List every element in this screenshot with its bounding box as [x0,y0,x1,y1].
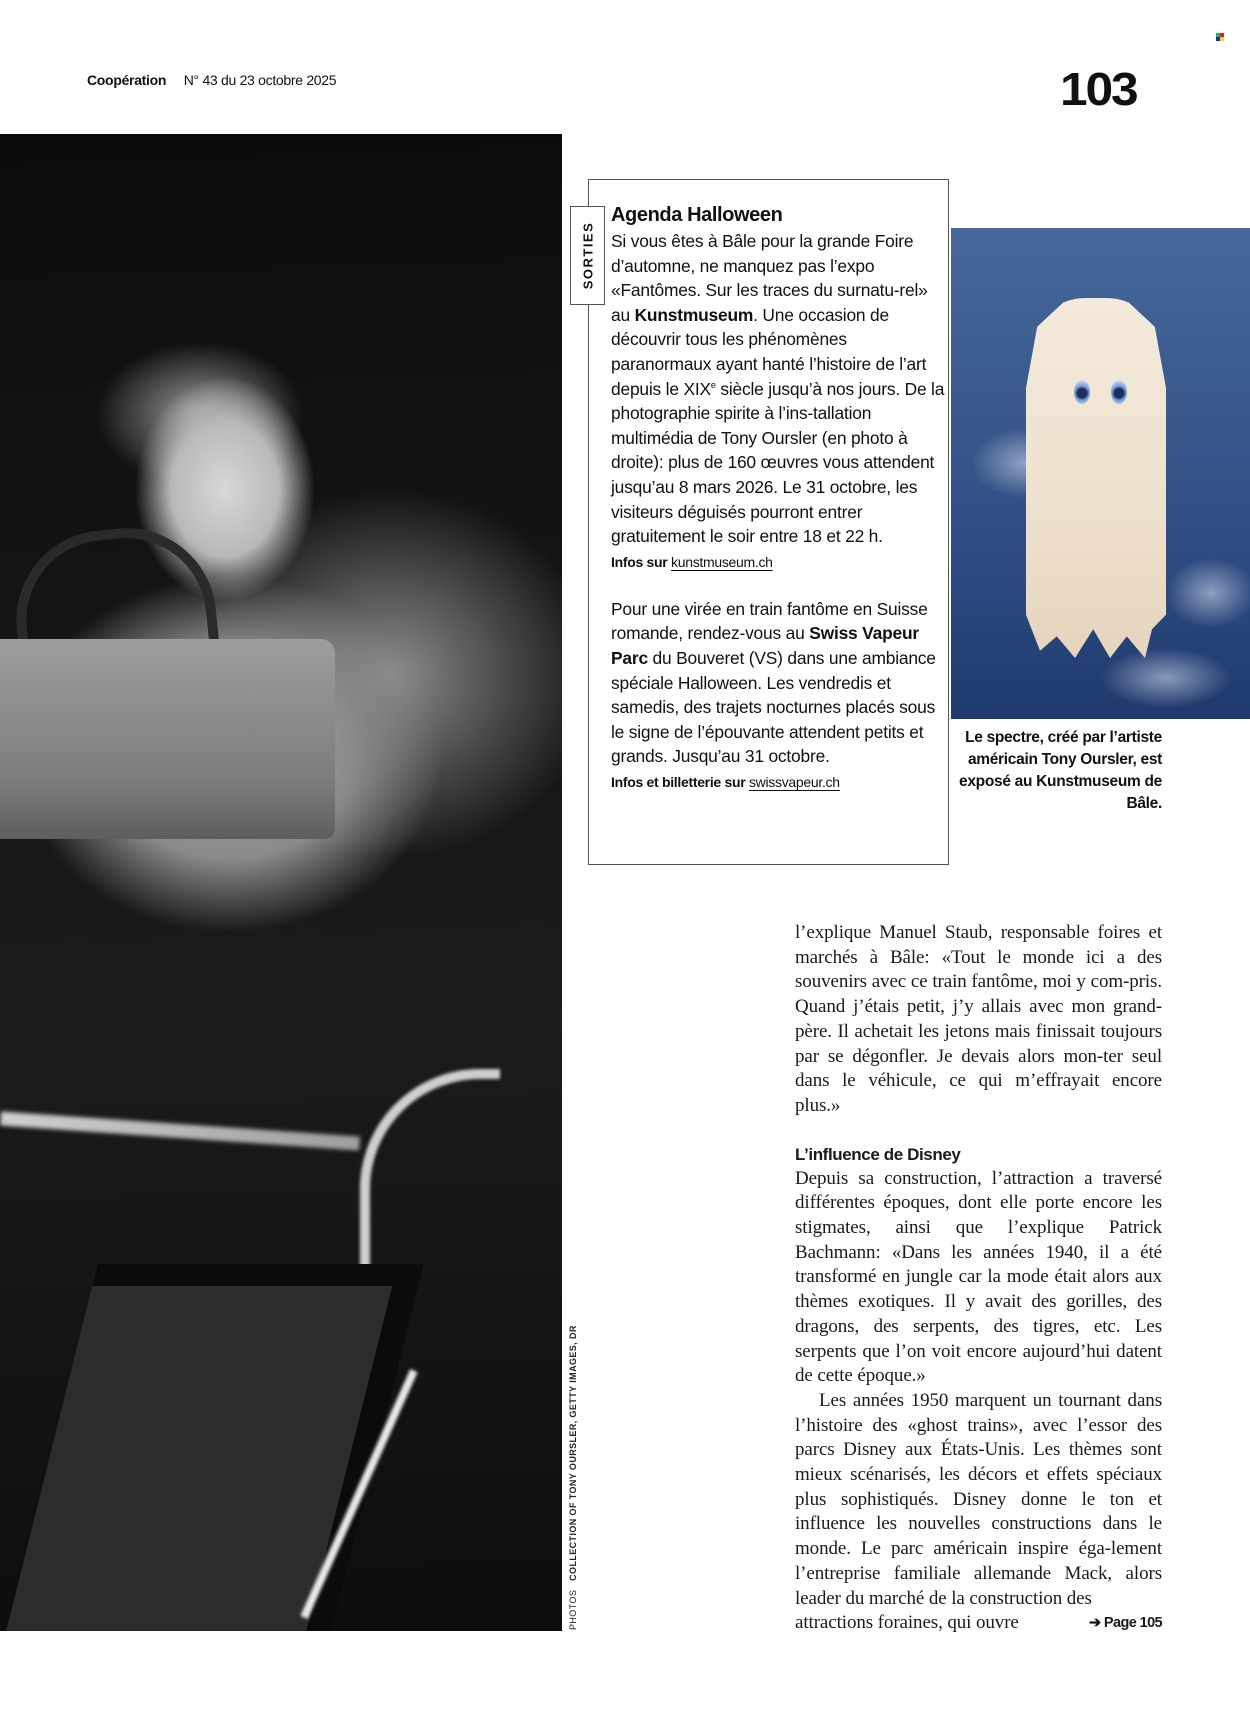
photo-credit-sources: COLLECTION OF TONY OURSLER, GETTY IMAGES, DR [568,1325,578,1581]
photo-mist [1166,558,1250,628]
info-line-kunstmuseum [611,551,946,573]
magazine-name: Coopération [87,72,167,88]
photo-seat-rail [0,1111,360,1150]
article-paragraph: Depuis sa construction, l’attraction a traversé différentes époques, dont elle porte encore les stigmates, ainsi que l’explique Patrick Bachmann: «Dans les années 1940, il a été transformé en jungle car la mode était alors aux thèmes exotiques. Il y avait des gorilles, des dragons, des serpents, des tigres, etc. Les serpents que l’on voit encore aujourd’hui datent de cette époque.» [795,1167,1162,1387]
page-number: 103 [1060,63,1137,115]
info-lead: Infos et billetterie sur [611,773,746,790]
info-line-swiss-vapeur [611,771,946,793]
article-last-line [795,1611,1162,1636]
photo-credit-label: PHOTOS [568,1589,578,1630]
agenda-text: . Une occasion de découvrir tous les phénomènes paranormaux ayant hanté l’histoire de l’art depuis le XIX [611,304,927,399]
spacer [611,573,946,597]
agenda-item-swiss-vapeur [611,597,946,769]
ghost-eye-left [1074,380,1090,404]
ghost-sheet [1026,298,1166,658]
photo-seat-frame [0,1264,424,1631]
info-lead: Infos sur [611,553,668,570]
agenda-title: Agenda Halloween [611,204,783,226]
photo-mist [1101,648,1231,708]
kunstmuseum-link[interactable]: kunstmuseum.ch [671,553,773,570]
article-subheading: L’influence de Disney [795,1144,961,1164]
venue-name: Kunstmuseum [634,304,754,325]
issue-info: N° 43 du 23 octobre 2025 [183,72,337,88]
agenda-item-kunstmuseum [611,229,946,549]
agenda-text: Si vous êtes à Bâle pour la grande Foire d’automne, ne manquez pas l’expo «Fantômes. Sur les traces du surnatu-rel» au [611,231,928,325]
ghost-eye-right [1111,380,1127,404]
photo-credit [568,1325,578,1630]
rubric-tab [570,206,605,305]
agenda-text: Pour une virée en train fantôme en Suisse romande, rendez-vous au [611,598,928,644]
superscript: e [710,379,716,390]
publication-header [87,72,336,88]
reg-swatch-yellow [1220,37,1224,41]
ghost-sculpture-photo [951,228,1250,719]
agenda-content [611,202,946,793]
continue-on-page-link[interactable]: ➔ Page 105 [1088,1615,1162,1632]
article-paragraph: Les années 1950 marquent un tournant dans l’histoire des «ghost trains», avec l’essor des parcs Disney aux États-Unis. Les thèmes sont mieux scénarisés, les décors et effets spéciaux plus sophistiqués. Disney donne le ton et influence les nouvelles constructions dans le monde. Le parc américain inspire éga-lement l’entreprise familiale allemande Mack, alors leader du marché de la construction des [795,1389,1162,1609]
agenda-text: siècle jusqu’à nos jours. De la photographie spirite à l’ins-tallation multimédia de Tony Oursler (en photo à droite): plus de 160 œuvres vous attendent jusqu’au 8 mars 2026. Le 31 octobre, les visiteurs déguisés pourront entrer gratuitement le soir entre 18 et 22 h. [611,378,945,547]
article-text: attractions foraines, qui ouvre [795,1612,1019,1634]
article-paragraph: l’explique Manuel Staub, responsable foires et marchés à Bâle: «Tout le monde ici a des souvenirs avec ce train fantôme, moi y com-pris. Quand j’étais petit, j’y allais avec mon grand-père. Il achetait les jetons mais finissait toujours par se dégonfler. Je devais alors mon-ter seul dans le véhicule, ce qui m’effrayait encore plus.» [795,922,1162,1116]
ghost-photo-caption: Le spectre, créé par l’artiste américain Tony Oursler, est exposé au Kunstmuseum de Bâle. [959,729,1162,812]
rubric-label: SORTIES [580,221,596,290]
swissvapeur-link[interactable]: swissvapeur.ch [748,773,840,790]
article-body [795,921,1162,1636]
photo-handbag [0,639,335,839]
venue-name: Swiss Vapeur Parc [611,623,919,668]
agenda-text: du Bouveret (VS) dans une ambiance spéciale Halloween. Les vendredis et samedis, des trajets nocturnes placés sous le signe de l’épouvante attendent petits et grands. Jusqu’au 31 octobre. [611,647,936,767]
ghost-train-photo [0,134,562,1631]
print-registration-mark [1216,33,1224,41]
